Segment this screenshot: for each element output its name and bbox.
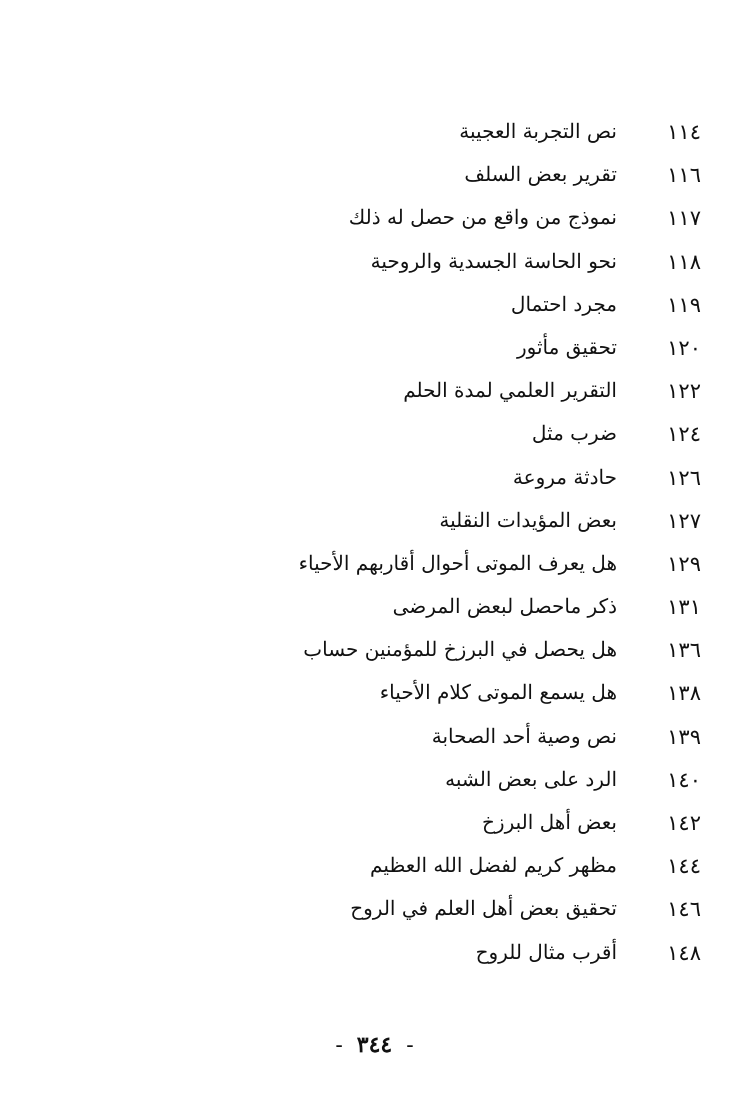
- toc-entry-title: نص التجربة العجيبة: [459, 119, 617, 143]
- toc-page-number: ١٣١: [667, 595, 701, 620]
- toc-row: [0, 240, 749, 283]
- toc-page-number: ١٤٠: [667, 767, 701, 792]
- toc-row: [0, 499, 749, 542]
- footer-dash-left: -: [335, 1033, 343, 1058]
- toc-page-number: ١١٤: [667, 120, 701, 144]
- toc-row: [0, 758, 749, 801]
- toc-row: [0, 196, 749, 239]
- toc-entry-title: أقرب مثال للروح: [475, 939, 617, 964]
- toc-entry-title: هل يسمع الموتى كلام الأحياء: [379, 680, 617, 705]
- toc-row: [0, 283, 749, 326]
- toc-page-number: ١١٩: [667, 292, 701, 317]
- toc-page-number: ١٤٨: [667, 940, 701, 965]
- toc-row: [0, 456, 749, 499]
- toc-page-number: ١٤٤: [667, 854, 701, 879]
- toc-page-number: ١٢٩: [667, 551, 701, 576]
- toc-row: [0, 931, 749, 974]
- toc-entry-title: نحو الحاسة الجسدية والروحية: [370, 248, 617, 273]
- toc-row: [0, 110, 749, 153]
- footer-page-number: ٣٤٤: [356, 1032, 393, 1058]
- toc-entry-title: هل يعرف الموتى أحوال أقاربهم الأحياء: [298, 550, 617, 575]
- toc-entry-title: حادثة مروعة: [512, 464, 617, 489]
- toc-entry-title: تحقيق مأثور: [516, 334, 617, 359]
- toc-row: [0, 542, 749, 585]
- toc-entry-title: نموذج من واقع من حصل له ذلك: [348, 205, 617, 230]
- toc-row: [0, 887, 749, 930]
- toc-row: [0, 326, 749, 369]
- toc-entry-title: تحقيق بعض أهل العلم في الروح: [350, 896, 617, 921]
- toc-entry-title: بعض المؤيدات النقلية: [439, 507, 617, 532]
- toc-entry-title: بعض أهل البرزخ: [482, 810, 617, 834]
- toc-entry-title: هل يحصل في البرزخ للمؤمنين حساب: [303, 637, 617, 662]
- toc-entry-title: ذكر ماحصل لبعض المرضى: [392, 594, 617, 619]
- toc-row: [0, 715, 749, 758]
- toc-page-number: ١٤٢: [667, 811, 701, 835]
- toc-page-number: ١٢٧: [667, 508, 701, 533]
- toc-page-number: ١٢٠: [667, 335, 701, 360]
- toc-page-number: ١٤٦: [667, 897, 701, 922]
- table-of-contents: [0, 110, 749, 974]
- toc-row: [0, 628, 749, 671]
- toc-entry-title: تقرير بعض السلف: [464, 162, 617, 187]
- page-footer: [0, 1030, 749, 1061]
- toc-row: [0, 412, 749, 455]
- toc-page-number: ١٢٢: [667, 379, 701, 404]
- toc-page-number: ١٣٦: [667, 638, 701, 663]
- toc-entry-title: نص وصية أحد الصحابة: [431, 723, 617, 748]
- toc-page-number: ١١٨: [667, 249, 701, 274]
- toc-entry-title: ضرب مثل: [531, 421, 617, 446]
- toc-page-number: ١٢٦: [667, 465, 701, 490]
- footer-dash-right: -: [406, 1033, 414, 1058]
- toc-page-number: ١٢٤: [667, 422, 701, 447]
- toc-page-number: ١١٦: [667, 163, 701, 188]
- toc-row: [0, 369, 749, 412]
- toc-entry-title: التقرير العلمي لمدة الحلم: [403, 378, 617, 403]
- toc-page-number: ١٣٨: [667, 681, 701, 706]
- toc-entry-title: مجرد احتمال: [510, 291, 617, 316]
- toc-entry-title: الرد على بعض الشبه: [445, 766, 617, 791]
- toc-row: [0, 585, 749, 628]
- toc-row: [0, 153, 749, 196]
- toc-page-number: ١١٧: [667, 206, 701, 231]
- toc-page-number: ١٣٩: [667, 724, 701, 749]
- toc-row: [0, 801, 749, 844]
- toc-entry-title: مظهر كريم لفضل الله العظيم: [370, 853, 617, 878]
- toc-row: [0, 844, 749, 887]
- toc-row: [0, 671, 749, 714]
